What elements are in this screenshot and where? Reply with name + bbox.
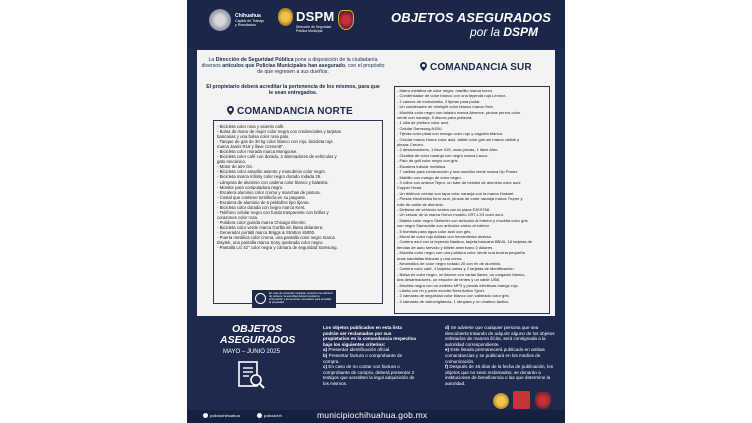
dspm-sub-line-1: Dirección de Seguridad xyxy=(296,25,332,29)
dspm-wordmark: DSPM xyxy=(296,9,335,24)
criteria-b-label: b) xyxy=(323,352,328,358)
norte-title-text: COMANDANCIA NORTE xyxy=(237,106,353,117)
list-item: - 3 rollos con antena Tepro, un bate de beisbol de aluminio color azul xyxy=(397,179,521,185)
criteria-f xyxy=(445,364,557,386)
list-item: verde con naranja, 5 discos para pulidora. xyxy=(397,115,473,121)
list-item: - Bolsa en color negro, un llavero con varias llaves, un cargador blanco, xyxy=(397,271,526,277)
intro-paragraph xyxy=(199,57,387,76)
footer-badge-logo-2 xyxy=(513,391,530,409)
norte-items-list xyxy=(217,124,381,250)
list-item: - Bicicleta color dorada con negro marca Kent. xyxy=(217,204,306,210)
criteria-f-text: Después de 45 días de la fecha de publicación, los objetos que no sean reclamados, se donarán a instituciones de beneficencia o las que determine la autoridad. xyxy=(445,364,554,386)
footer-title-line-1: OBJETOS xyxy=(232,323,282,335)
list-item: - 2 desarmadores, 1 llave #15, unas pinzas, 1 llave Alen. xyxy=(397,147,499,153)
list-item: - 2 cascos de motocicleta, 3 tijeras para podar. xyxy=(397,98,481,104)
list-item: - Tijeras color plata con mango color rojo y cagueta blanca. xyxy=(397,131,503,137)
org-line-1: Chihuahua xyxy=(235,13,261,19)
criteria-intro: Los objetos publicados en esta lista podrán ser reclamados por sus propietarios en la comandancia respectiva bajo los siguientes criterios: xyxy=(323,325,416,347)
footer-title-line-2: ASEGURADOS xyxy=(220,334,296,346)
claim-notice-text: En caso de presentar cualquier persona una solicitud de reclamo, la autoridad deberá recabar la información y documentos necesarios para acreditar la propiedad. xyxy=(269,292,333,305)
list-item: marca Jamis R16 y llave Cresentt". xyxy=(217,144,284,150)
criteria-d xyxy=(445,325,557,347)
header xyxy=(187,0,565,48)
criteria-c-label: c) xyxy=(323,364,328,370)
criteria-d-text: Se advierte que cualquier persona que sea descubierta tratando de adquirir alguno de los objetos enlistados de manera ilícita, será consignada a la autoridad correspondiente. xyxy=(445,325,555,347)
list-item: - Palo de golf color negro con gris. xyxy=(397,158,459,164)
list-item: rollo de cable de aluminio. xyxy=(397,201,445,207)
criteria-b xyxy=(323,353,417,364)
list-item: - Motor de aire Ge. xyxy=(217,164,254,170)
dspm-sub-line-2: Pública Municipal xyxy=(296,29,323,33)
social-x-handle: policiachh xyxy=(264,413,282,418)
document-search-icon xyxy=(237,360,267,392)
footer-title xyxy=(220,323,296,346)
criteria-e-label: e) xyxy=(445,347,450,353)
footer-date: MAYO – JUNIO 2025 xyxy=(223,349,280,355)
list-item: - Generador portátil marca Briggs & Stratton s5000. xyxy=(217,229,316,235)
website-link[interactable]: municipiochihuahua.gob.mx xyxy=(317,410,428,420)
sur-items-list xyxy=(397,88,547,304)
list-item: - Pulidora color guinda marca Chicago Electric. xyxy=(217,219,307,225)
list-item: Daytek, una pantalla marca Sony quebrada color negro. xyxy=(217,240,324,246)
facebook-icon xyxy=(203,413,208,418)
list-item: corazones color rosa. xyxy=(217,214,259,220)
list-item: - Un celular de la marca Honor modelo CRT-LX3 color azul. xyxy=(397,212,504,218)
list-item: tiendas de auto servicio y billete americano 2 dólares. xyxy=(397,244,494,250)
list-item: - Mochila color negro con taladro marca Atvence, pinzas perros color xyxy=(397,109,521,115)
list-item: - Lámpara de aluminio con cadena color blanco y balastra. xyxy=(217,179,329,185)
list-item: - 1 silla de piniture color azul. xyxy=(397,120,450,126)
list-item: bancarias y una bolsa color rosa palo. xyxy=(217,134,290,140)
org-line-2: Capital de Trabajo xyxy=(235,18,265,23)
list-item: con negro Samsonite con artículos varios al interior. xyxy=(397,223,490,229)
list-item: - Pinzas electricista forro azul, pinzas de corte naranja marca Truper y xyxy=(397,196,523,202)
location-pin-icon xyxy=(420,62,427,71)
list-item: - Mochila color negro con una pulidora color verde una bocina pequeña xyxy=(397,250,525,256)
criteria-e-text: Este listado permanecerá publicado en ambas comandancias y se publicará en los medios de comunicación. xyxy=(445,347,545,364)
police-badge-logo xyxy=(278,8,293,26)
list-item: - Defensa de vehículo sentra con la placa EJK9768. xyxy=(397,206,491,212)
list-item: - 2 cámaras de seguridad color blanco con cableado color gris. xyxy=(397,293,510,299)
criteria-c-text: En caso de no contar con factura o comprobante de compra, deberá presentar 2 testigos que acrediten la legal adquisición de los mismos. xyxy=(323,364,415,386)
claim-conditions xyxy=(445,325,557,387)
list-item: - Monitor para computadora negro. xyxy=(217,184,284,190)
list-item: - Mochila negra con un estéreo MP3 y pinzas eléctricas mango rojo. xyxy=(397,282,519,288)
subtitle-prefix: por la xyxy=(470,25,501,39)
list-item: unas sandalias blancas y una corna. xyxy=(397,255,463,261)
criteria-f-label: f) xyxy=(445,364,449,370)
x-icon xyxy=(257,413,262,418)
criteria-e xyxy=(445,347,557,364)
intro-requirement: El propietario deberá acreditar la pertenencia de los mismos, para que le sean entregados. xyxy=(206,84,380,97)
claim-criteria xyxy=(323,325,417,387)
dspm-subtitle xyxy=(296,25,331,33)
list-item: - Bicicleta color rosa y asiento café. xyxy=(217,124,285,129)
footer-badge-logo-1 xyxy=(493,393,509,409)
list-item: - Bicicleta color verde marca Gorilla sin llanta delantera. xyxy=(217,224,324,230)
list-item: - Bicicleta color amarillo asiento y manubrios color negro. xyxy=(217,169,326,175)
list-item: - Costal que contiene tornillería en su paquete. xyxy=(217,194,307,200)
claim-notice xyxy=(252,290,336,308)
seal-icon xyxy=(255,293,266,304)
list-item: - Puerta metálica color crema, una pantalla color negro marca xyxy=(217,235,335,241)
list-item: - Maleta color negro Sketcher con artículos al interior y mochila color gris xyxy=(397,217,528,223)
list-item: Copper Head. xyxy=(397,185,423,191)
list-item: - Un teléfono celular con tapa color naranja con la marca Huawei. xyxy=(397,190,515,196)
list-item: - Bicicleta color morada marca Mongoose. xyxy=(217,149,298,155)
list-item: gato mecánico. xyxy=(217,159,247,165)
list-item: - Escalera tubular metálica. xyxy=(397,163,447,169)
list-item: - Tanque de gas de 30 kg color blanco con rojo, bicicleta roja xyxy=(217,139,333,145)
list-item: - 7 varillas para construcción y una mochila verde marca Hp Power. xyxy=(397,169,519,175)
municipal-seal-logo xyxy=(209,9,231,31)
list-item: dos desarmadores, un estuche de lentes y un cable USB. xyxy=(397,277,501,283)
list-item: - Neumático de color negro rodado 20 con rin de aluminio. xyxy=(397,261,502,266)
poster-subtitle xyxy=(470,25,538,39)
social-facebook-handle: policiachihuahua xyxy=(210,413,240,418)
sur-title-text: COMANDANCIA SUR xyxy=(430,62,532,73)
sur-title xyxy=(420,62,532,73)
list-item: - Pantalla LG 42" color negra y cámara de seguridad Samsung. xyxy=(217,245,338,251)
list-item: - Teléfono celular negro con funda trasparente con brillos y xyxy=(217,209,329,215)
criteria-d-label: d) xyxy=(445,325,450,330)
list-item: - Un condesador de minisplit color blanco marca York. xyxy=(397,104,494,110)
notice-paper xyxy=(197,50,555,316)
intro-text-a: La xyxy=(208,57,215,63)
list-item: - Marro metálico de color negro, martillo marca Ineco. xyxy=(397,88,494,93)
poster xyxy=(187,0,565,423)
list-item: - Bicicleta color café con dorado, 2 alternadores de vehículos y xyxy=(217,154,337,160)
list-item: - 5 bombas para agua color azul con gris. xyxy=(397,228,472,234)
norte-title xyxy=(227,106,353,117)
list-item: - 3 cámaras de videovigilancia, 1 lámpara y un chaleco táctico. xyxy=(397,298,510,304)
shield-logo xyxy=(338,10,354,30)
list-item: - Escalera de aluminio de 6 peldaños tipo tijeras. xyxy=(217,199,310,205)
intro-text-b: Dirección de Seguridad Pública xyxy=(215,57,294,63)
list-item: - Cartera color café, 4 tarjetas varias y 2 tarjetas de identificación. xyxy=(397,266,515,272)
org-line-3: y Resultados xyxy=(235,23,256,27)
list-item: - Celular marca Honor color azul, tablet color gris sin marca visible y xyxy=(397,136,520,142)
intro-text-c: pone a disposición de la ciudadanía diversos xyxy=(201,57,378,70)
list-item: - Escalera aluminio color cromo y manchas de pintura. xyxy=(217,189,321,195)
list-item: pinzas Crecen. xyxy=(397,142,424,148)
list-item: - Martillo con mango de color negro. xyxy=(397,174,462,180)
org-name xyxy=(235,14,264,28)
list-item: - Bolsa de mano de mujer color negra con credenciales y tarjetas xyxy=(217,129,341,135)
criteria-b-text: Presentar factura o comprobante de compra. xyxy=(323,352,403,364)
list-item: - Condensador de color blanco con una leyenda roja Lennox. xyxy=(397,93,507,99)
list-item: - Bicicleta marca Infinity color negro dorado rodada 26. xyxy=(217,174,322,180)
social-x[interactable] xyxy=(257,413,282,418)
subtitle-bold: DSPM xyxy=(503,25,539,39)
poster-title: OBJETOS ASEGURADOS xyxy=(391,10,551,25)
criteria-c xyxy=(323,364,417,386)
list-item: - Celular Samsung A15U. xyxy=(397,125,443,131)
location-pin-icon xyxy=(227,106,234,115)
social-facebook[interactable] xyxy=(203,413,240,418)
footer-badge-logo-3 xyxy=(535,392,551,409)
intro-text-e: , con el propósito de que regresen a sus dueños. xyxy=(257,63,385,76)
intro-text-d: artículos que Policías Municipales han asegurado xyxy=(222,63,346,70)
list-item: - Cizallas de color naranja con negro marca Lacco. xyxy=(397,152,489,158)
list-item: - Moral de color rojo Adidas con herramienta diversa. xyxy=(397,233,492,239)
criteria-a-label: a) xyxy=(323,347,328,353)
list-item: - Cartera azul con la leyenda Nautica, tarjeta bancaria BBVA, 16 tarjetas de xyxy=(397,239,533,245)
criteria-a-text: Presentar identificación oficial. xyxy=(328,347,391,353)
list-item: - Llanta con rin y patín scooter Next Action Sport. xyxy=(397,288,485,294)
